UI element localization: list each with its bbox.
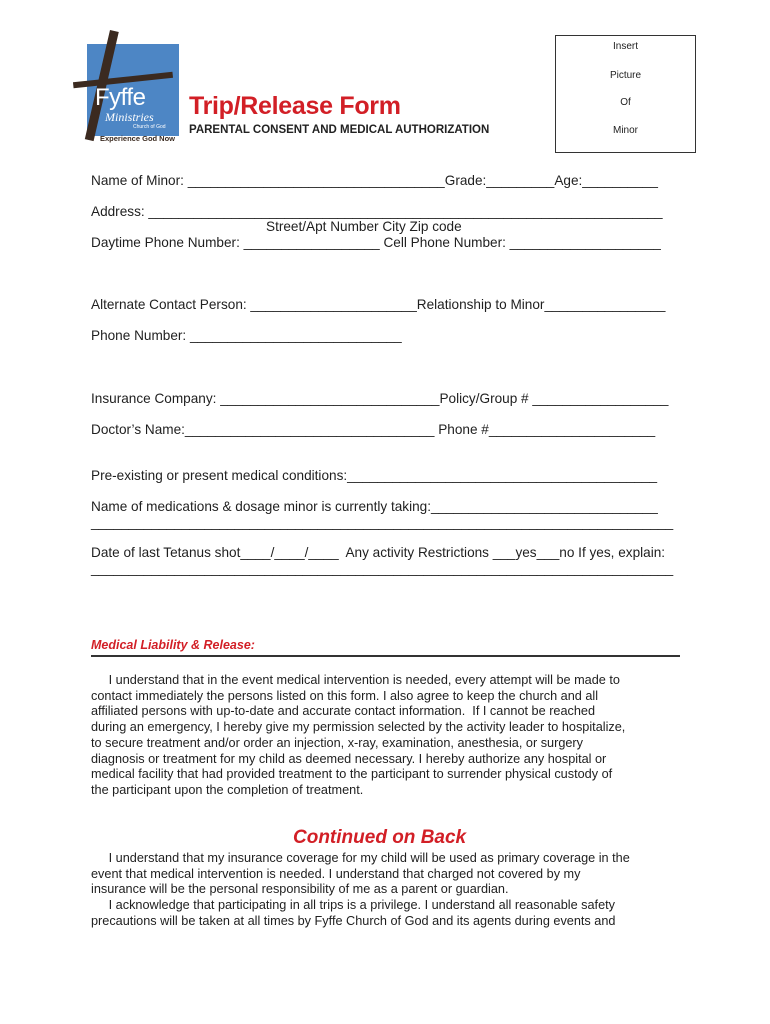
medications-field[interactable]: Name of medications & dosage minor is currently taking:______________________________ <box>91 499 658 514</box>
liability-heading: Medical Liability & Release: <box>91 638 255 652</box>
photo-label-insert: Insert <box>612 41 638 52</box>
name-grade-age-field[interactable]: Name of Minor: __________________________________Grade:_________Age:__________ <box>91 173 658 188</box>
address-hint: Street/Apt Number City Zip code <box>266 219 462 234</box>
ministry-logo <box>75 30 190 155</box>
address-field[interactable]: Address: ____________________________________________________________________ <box>91 204 663 219</box>
photo-label-minor: Minor <box>612 125 638 136</box>
restrictions-explain-field[interactable]: _____________________________________________________________________________ <box>91 561 674 576</box>
logo-tagline: Experience God Now <box>100 134 176 143</box>
form-subtitle: PARENTAL CONSENT AND MEDICAL AUTHORIZATION <box>189 124 490 136</box>
alternate-contact-field[interactable]: Alternate Contact Person: ______________________Relationship to Minor________________ <box>91 297 666 312</box>
photo-label-of: Of <box>620 97 631 108</box>
doctor-field[interactable]: Doctor’s Name:_________________________________ Phone #______________________ <box>91 422 656 437</box>
logo-church: Church of God <box>133 124 166 130</box>
alternate-phone-field[interactable]: Phone Number: ____________________________ <box>91 328 402 343</box>
logo-name: Fyffe <box>95 84 146 111</box>
form-title: Trip/Release Form <box>189 92 401 120</box>
logo-ministries: Ministries <box>105 110 154 124</box>
insurance-acknowledgement-paragraph: I understand that my insurance coverage for my child will be used as primary coverage in the event that medical intervention is needed. I understand that charged not covered by my insurance will be the personal responsibility of me as a parent or guardian. I acknowledge that participating in all trips is a privilege. I understand all reasonable safety precautions will be taken at all times by Fyffe Church of God and its agents during events and <box>91 851 630 928</box>
continued-on-back-heading: Continued on Back <box>293 827 467 848</box>
liability-paragraph: I understand that in the event medical intervention is needed, every attempt will be made to contact immediately the persons listed on this form. I also agree to keep the church and all affiliated persons with up-to-date and accurate contact information. If I cannot be reached during an emergency, I hereby give my permission selected by the activity leader to hospitalize, to secure treatment and/or order an injection, x-ray, examination, anesthesia, or surgery diagnosis or treatment for my child as deemed necessary. I hereby authorize any hospital or medical facility that had provided treatment to the participant to surrender physical custody of the participant upon the completion of treatment. <box>91 673 626 797</box>
tetanus-restrictions-field[interactable]: Date of last Tetanus shot____/____/____ Any activity Restrictions ___yes___no If yes, explain: <box>91 545 666 560</box>
conditions-field[interactable]: Pre-existing or present medical conditions:_________________________________________ <box>91 468 658 483</box>
phone-numbers-field[interactable]: Daytime Phone Number: __________________ Cell Phone Number: ____________________ <box>91 235 661 250</box>
photo-label-picture: Picture <box>609 70 642 81</box>
liability-divider <box>91 655 680 657</box>
insurance-field[interactable]: Insurance Company: _____________________________Policy/Group # __________________ <box>91 391 669 406</box>
photo-placeholder-box <box>555 35 696 153</box>
medications-field-continued[interactable]: _____________________________________________________________________________ <box>91 515 674 530</box>
